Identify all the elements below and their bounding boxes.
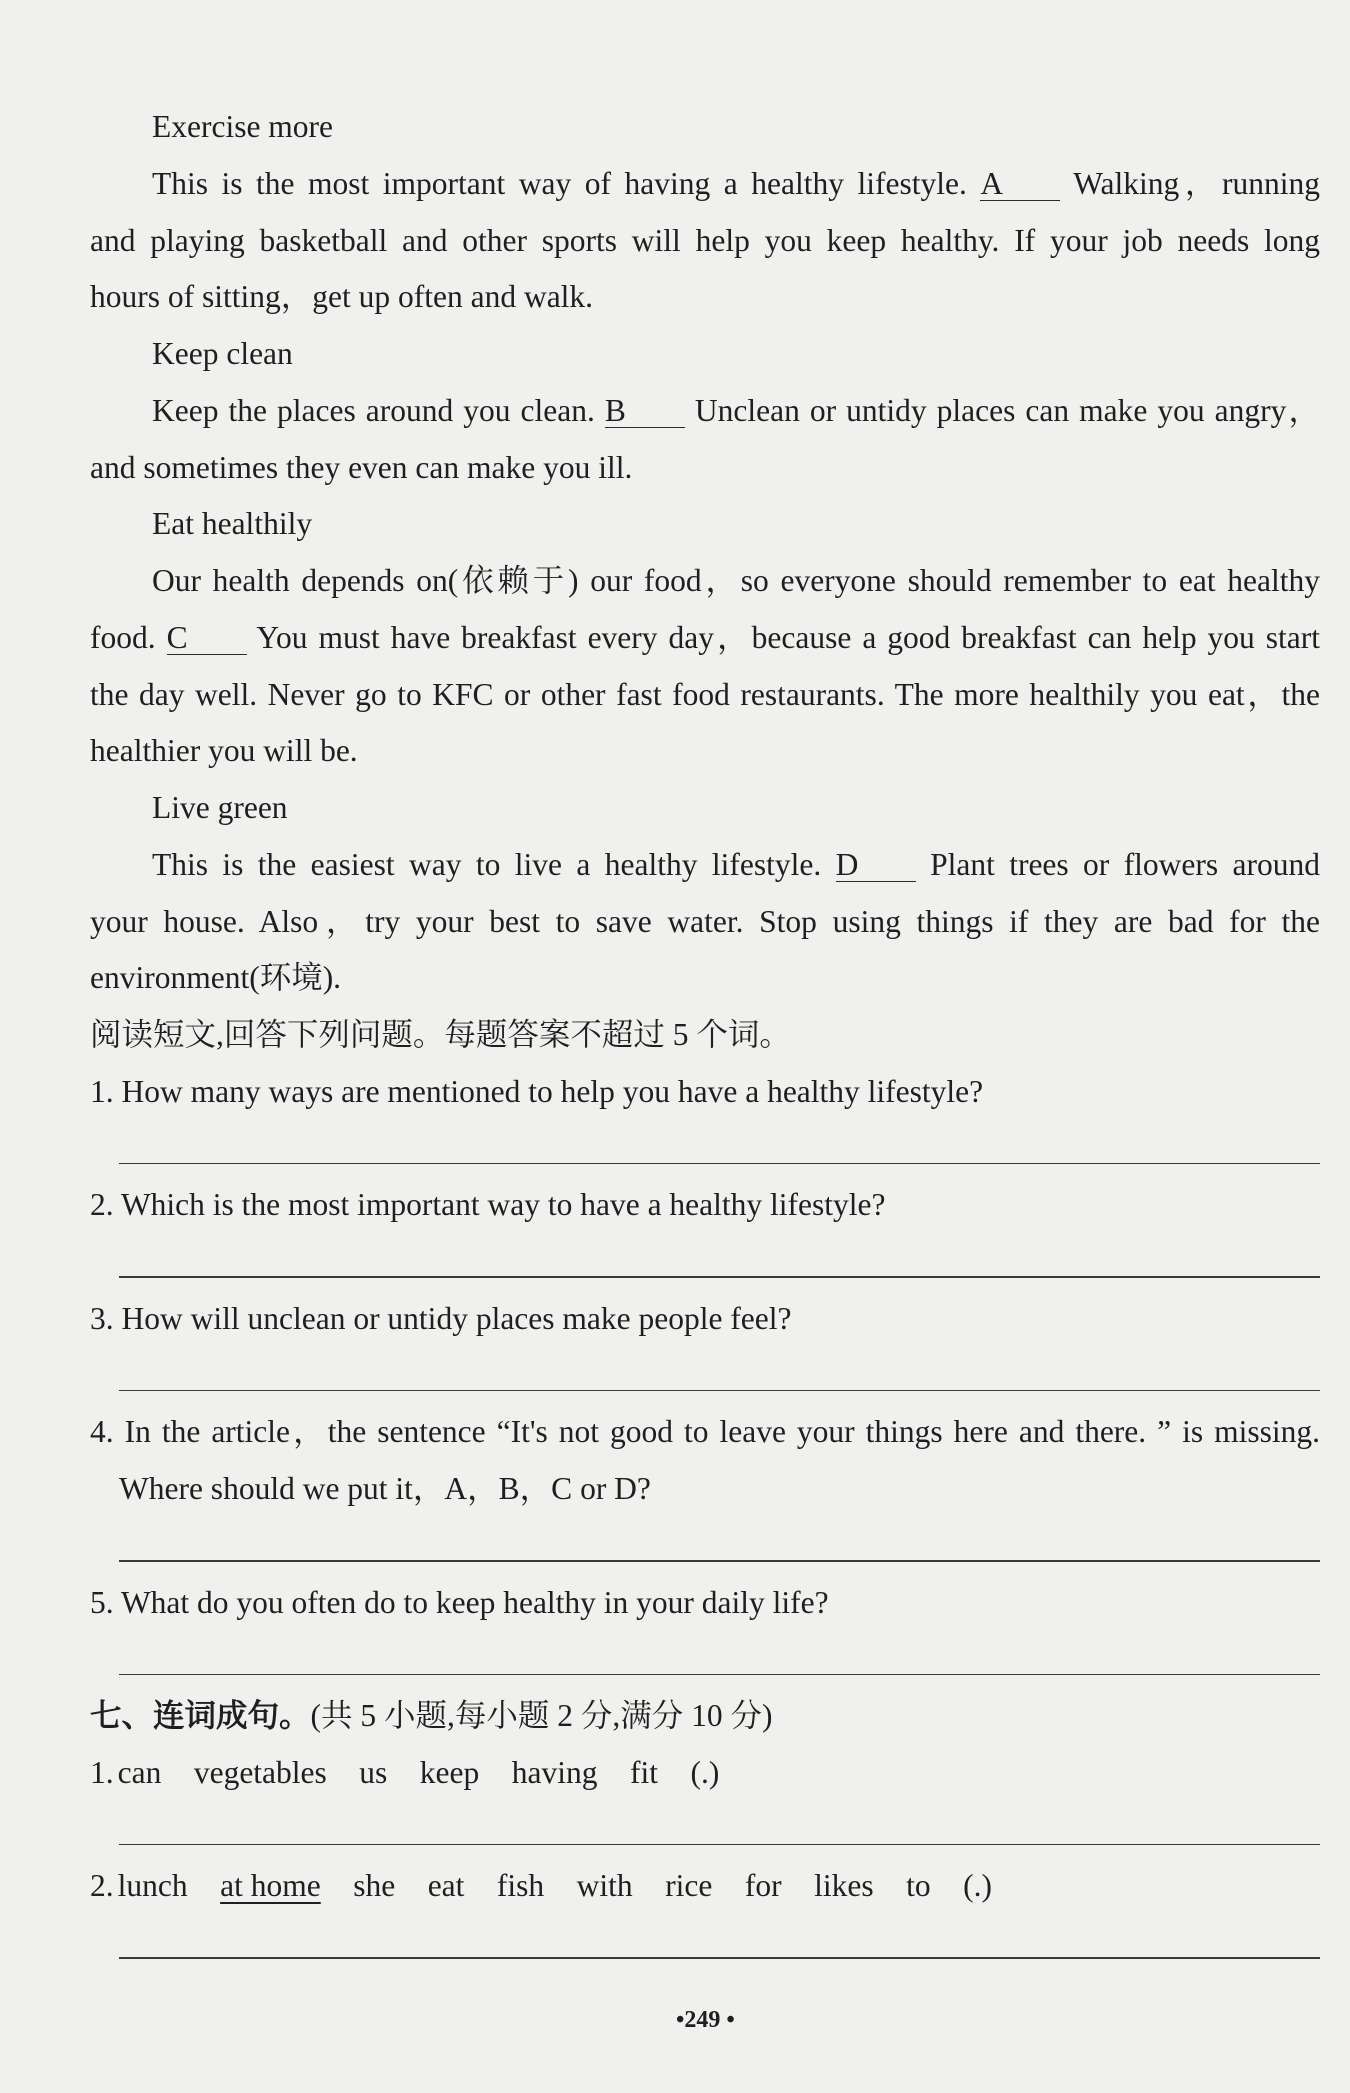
question-number: 2. — [90, 1187, 114, 1223]
scrambled-word: keep — [419, 1754, 480, 1790]
question-instructions: 阅读短文,回答下列问题。每题答案不超过 5 个词。 — [90, 1017, 791, 1052]
answer-blank: A — [980, 167, 1060, 201]
reading-passage — [90, 99, 1320, 1007]
passage-line: and sometimes they even can make you ill. — [90, 449, 633, 485]
question-item — [90, 1291, 1320, 1348]
sentence-building-section — [90, 1688, 1320, 1972]
answer-line — [90, 1348, 1320, 1405]
answer-blank: D — [836, 848, 916, 882]
answer-line — [90, 1234, 1320, 1291]
scrambled-sentence — [90, 1745, 1320, 1802]
line-text: Walking，running — [1073, 165, 1321, 201]
answer-line — [90, 1802, 1320, 1859]
question-number: 3. — [90, 1300, 114, 1336]
reading-questions — [90, 1007, 1320, 1688]
passage-line: environment(环境). — [90, 960, 342, 996]
answer-line — [90, 1121, 1320, 1178]
section-header — [90, 1688, 1320, 1745]
scrambled-word: to — [906, 1868, 931, 1904]
section-note: (共 5 小题,每小题 2 分,满分 10 分) — [310, 1698, 773, 1733]
scrambled-word: she — [353, 1868, 396, 1904]
passage-line: the day well. Never go to KFC or other fast food restaurants. The more healthily you eat，the — [90, 676, 1320, 712]
question-text: What do you often do to keep healthy in your daily life? — [120, 1584, 829, 1620]
passage-line: healthier you will be. — [90, 733, 358, 769]
passage-line: hours of sitting，get up often and walk. — [90, 279, 594, 315]
answer-blank: C — [167, 621, 247, 655]
answer-line — [90, 1518, 1320, 1575]
answer-line — [90, 1631, 1320, 1688]
scrambled-word: fish — [496, 1868, 545, 1904]
scrambled-word: can — [117, 1754, 162, 1790]
question-number: 5. — [90, 1584, 114, 1620]
question-text: Which is the most important way to have a healthy lifestyle? — [120, 1187, 886, 1223]
passage-line — [90, 156, 1320, 213]
scrambled-word: rice — [665, 1868, 713, 1904]
question-text: How will unclean or untidy places make people feel? — [121, 1300, 792, 1336]
section-heading: Exercise more — [152, 109, 334, 144]
line-text: food. — [90, 619, 156, 655]
question-item — [90, 1177, 1320, 1234]
line-text: This is the most important way of having a healthy lifestyle. — [152, 165, 967, 201]
question-item — [90, 1404, 1320, 1461]
question-text: How many ways are mentioned to help you have a healthy lifestyle? — [121, 1073, 984, 1109]
page-content — [90, 99, 1320, 1972]
scrambled-word: (.) — [690, 1754, 720, 1790]
passage-line: your house. Also，try your best to save water. Stop using things if they are bad for the — [90, 903, 1320, 939]
passage-line — [90, 383, 1320, 440]
passage-line — [90, 837, 1320, 894]
item-number: 2. — [90, 1868, 114, 1904]
answer-blank: B — [605, 394, 685, 428]
question-item — [90, 1575, 1320, 1632]
line-text: Keep the places around you clean. — [152, 392, 595, 428]
question-text-continued: Where should we put it，A，B，C or D? — [119, 1471, 651, 1506]
scrambled-word: fit — [630, 1754, 658, 1790]
scrambled-phrase-underlined: at home — [220, 1868, 321, 1904]
item-number: 1. — [90, 1754, 114, 1790]
passage-line — [90, 610, 1320, 667]
question-number: 1. — [90, 1073, 114, 1109]
question-item — [90, 1064, 1320, 1121]
section-heading: Keep clean — [152, 336, 293, 371]
section-title: 七、连词成句。 — [90, 1698, 311, 1733]
answer-line — [90, 1915, 1320, 1972]
line-text: This is the easiest way to live a healthy lifestyle. — [152, 846, 822, 882]
line-text: You must have breakfast every day，because a good breakfast can help you start — [256, 619, 1321, 655]
passage-line: Our health depends on(依赖于) our food，so everyone should remember to eat healthy — [152, 563, 1320, 598]
scrambled-sentence — [90, 1858, 1320, 1915]
scrambled-word: having — [511, 1754, 598, 1790]
line-text: Unclean or untidy places can make you angry， — [694, 392, 1321, 428]
scrambled-word: lunch — [117, 1868, 188, 1904]
scrambled-word: (.) — [963, 1868, 993, 1904]
scrambled-word: with — [576, 1868, 633, 1904]
passage-line: and playing basketball and other sports will help you keep healthy. If your job needs long — [90, 222, 1320, 258]
scrambled-word: vegetables — [193, 1754, 327, 1790]
scrambled-word: us — [359, 1754, 388, 1790]
section-heading: Live green — [152, 790, 288, 825]
section-heading: Eat healthily — [152, 506, 313, 542]
scrambled-word: likes — [814, 1868, 874, 1904]
scrambled-word: for — [744, 1868, 782, 1904]
question-number: 4. — [90, 1414, 114, 1450]
scrambled-word: eat — [427, 1868, 465, 1904]
page-number: •249 • — [676, 2007, 735, 2033]
question-text: In the article，the sentence “It's not good to leave your things here and there. ” is missing. — [124, 1414, 1321, 1450]
line-text: Plant trees or flowers around — [930, 846, 1321, 882]
